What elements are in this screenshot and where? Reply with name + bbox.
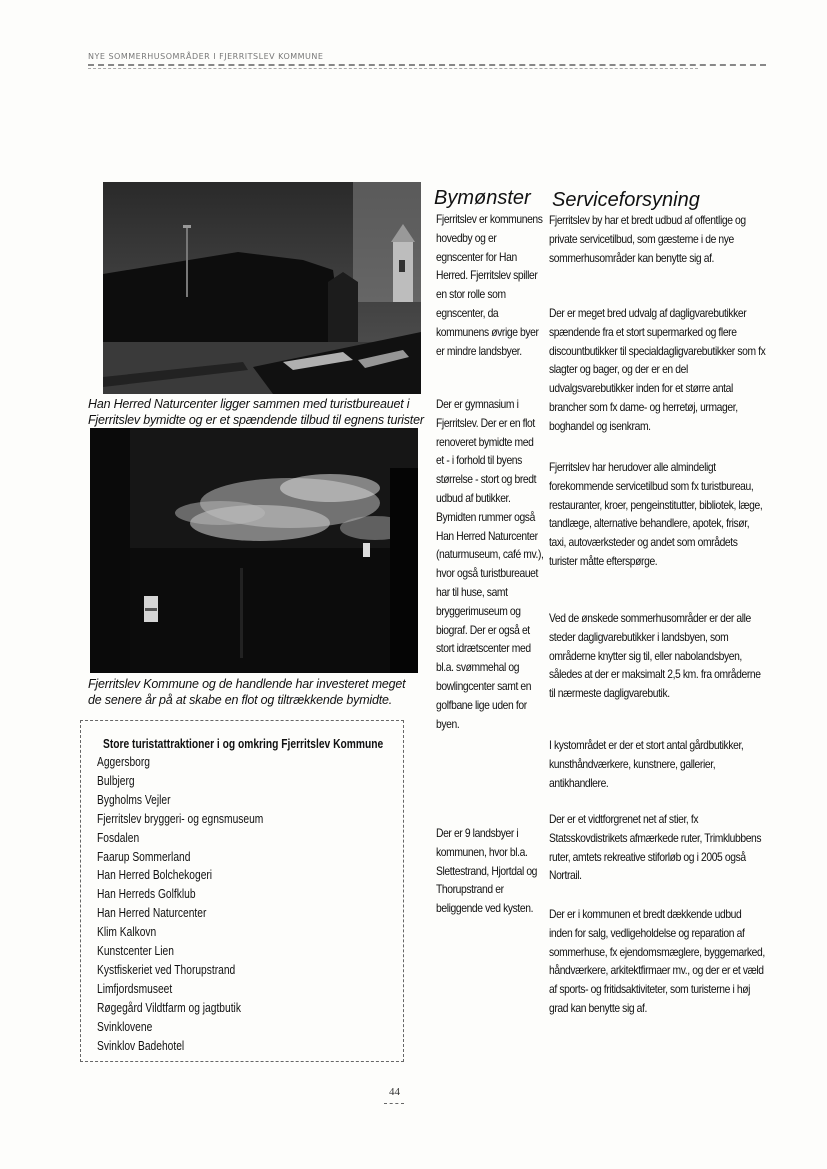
list-item: Fosdalen — [97, 830, 140, 845]
serviceforsyning-paragraph: Der er meget bred udvalg af dagligvarebutikker spændende fra et stort supermarked og flere discountbutikker til specialdagligvarebutikker som fx slagter og bager, og der er en del udvalgsvarebutikker inden for et større antal brancher som fx dame- og herretøj, urmager, boghandel og isenkram. — [549, 306, 766, 433]
list-item: Fjerritslev bryggeri- og egnsmuseum — [97, 811, 264, 826]
serviceforsyning-paragraph: I kystområdet er der et stort antal gårdbutikker, kunsthåndværkere, kunstnere, gallerier, antikhandlere. — [549, 738, 744, 790]
list-item: Bulbjerg — [97, 773, 135, 788]
attractions-box — [80, 720, 404, 1062]
serviceforsyning-paragraph: Fjerritslev by har et bredt udbud af offentlige og private servicetilbud, som gæsterne i de nye sommerhusområder kan benytte sig af. — [549, 213, 746, 265]
attractions-title: Store turistattraktioner i og omkring Fjerritslev Kommune — [103, 737, 384, 751]
serviceforsyning-paragraph: Ved de ønskede sommerhusområder er der alle steder dagligvarebutikker i landsbyen, som områderne knytter sig til, eller nabolandsbyen, således at der er maksimalt 2,5 km. fra områderne til nærmeste dagligvarebutik. — [549, 611, 761, 701]
serviceforsyning-paragraph: Der er i kommunen et bredt dækkende udbud inden for salg, vedligeholdelse og reparation af sommerhuse, fx ejendomsmæglere, byggemarked, håndværkere, arkitektfirmaer mv., og der er et væld af sports- og fritidsaktiviteter, som turisterne i høj grad kan benytte sig af. — [549, 907, 765, 1015]
serviceforsyning-heading: Serviceforsyning — [552, 189, 700, 211]
list-item: Kystfiskeriet ved Thorupstrand — [97, 962, 236, 977]
attractions-list — [97, 753, 263, 1056]
bymonster-paragraph: Fjerritslev er kommunens hovedby og er egnscenter for Han Herred. Fjerritslev spiller en stor rolle som egnscenter, da kommunens øvrige byer er mindre landsbyer. — [436, 212, 543, 358]
list-item: Svinklov Badehotel — [97, 1038, 185, 1053]
running-header: NYE SOMMERHUSOMRÅDER I FJERRITSLEV KOMMUNE — [88, 52, 324, 61]
list-item: Kunstcenter Lien — [97, 944, 174, 959]
town-centre-photo — [90, 428, 418, 673]
list-item: Røgegård Vildtfarm og jagtbutik — [97, 1000, 241, 1015]
town-centre-photo-image — [90, 428, 418, 673]
list-item: Han Herreds Golfklub — [97, 887, 196, 902]
naturcenter-photo — [103, 182, 421, 394]
list-item: Aggersborg — [97, 755, 150, 769]
bymonster-paragraph: Der er gymnasium i Fjerritslev. Der er en flot renoveret bymidte med et - i forhold til byens størrelse - stort og bredt udbud af butikker. Bymidten rummer også Han Herred Naturcenter (naturmuseum, café mv.), hvor også turistbureauet har til huse, samt bryggerimuseum og biograf. Der er også et stort idrætscenter med bl.a. svømmehal og bowlingcenter samt en golfbane lige uden for byen. — [436, 397, 544, 731]
serviceforsyning-paragraph: Fjerritslev har herudover alle almindeligt forekommende servicetilbud som fx turistbureau, restauranter, kroer, pengeinstitutter, bibliotek, læge, tandlæge, alternative behandlere, apotek, frisør, taxi, autoværksteder og andet som områdets turister måtte efterspørge. — [549, 460, 763, 568]
header-rule-secondary — [88, 68, 698, 69]
bymonster-heading: Bymønster — [434, 187, 531, 209]
list-item: Klim Kalkovn — [97, 925, 157, 940]
town-centre-caption: Fjerritslev Kommune og de handlende har investeret meget de senere år på at skabe en flot og tiltrækkende bymidte. — [88, 677, 406, 707]
list-item: Bygholms Vejler — [97, 792, 171, 807]
list-item: Han Herred Bolchekogeri — [97, 868, 213, 883]
serviceforsyning-paragraph: Der er et vidtforgrenet net af stier, fx Statsskovdistrikets afmærkede ruter, Trimklubbens ruter, amtets rekreative stiforløb og i 2005 også Nortrail. — [549, 812, 762, 883]
list-item: Svinklovene — [97, 1019, 153, 1034]
naturcenter-photo-image — [103, 182, 421, 394]
naturcenter-caption: Han Herred Naturcenter ligger sammen med turistbureauet i Fjerritslev bymidte og er et spændende tilbud til egnens turister — [88, 397, 424, 427]
header-rule — [88, 64, 766, 66]
bymonster-paragraph: Der er 9 landsbyer i kommunen, hvor bl.a. Slettestrand, Hjortdal og Thorupstrand er beliggende ved kysten. — [436, 826, 538, 916]
list-item: Limfjordsmuseet — [97, 981, 173, 996]
list-item: Han Herred Naturcenter — [97, 906, 207, 921]
page-number: 44 — [389, 1086, 400, 1098]
page-number-rule — [384, 1103, 404, 1104]
list-item: Faarup Sommerland — [97, 849, 191, 864]
